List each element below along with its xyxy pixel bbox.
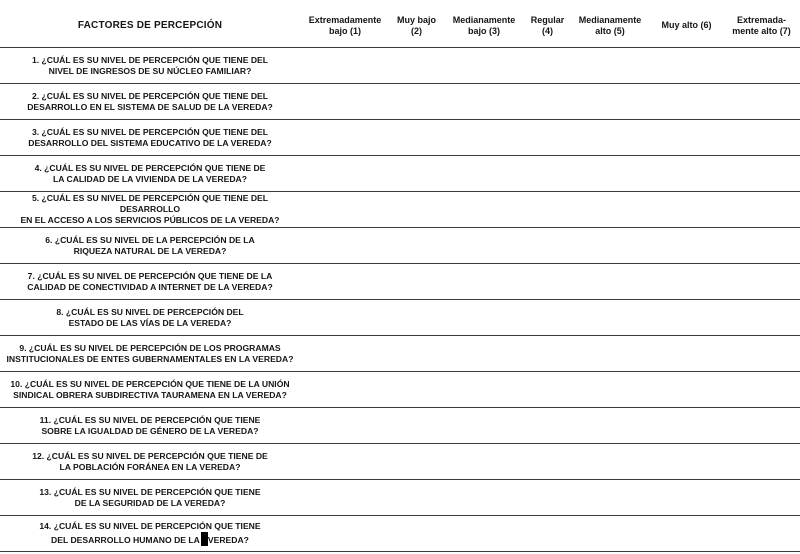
question-row-14	[0, 516, 800, 552]
answer-cell[interactable]	[525, 84, 570, 119]
question-row-3	[0, 120, 800, 156]
answer-cell[interactable]	[570, 192, 650, 227]
answer-cell[interactable]	[723, 48, 800, 83]
answer-cell[interactable]	[570, 228, 650, 263]
question-text: 4. ¿CUÁL ES SU NIVEL DE PERCEPCIÓN QUE TIENE DE LA CALIDAD DE LA VIVIENDA DE LA VEREDA?	[34, 162, 266, 184]
question-row-10	[0, 372, 800, 408]
answer-cell[interactable]	[723, 84, 800, 119]
answer-cell[interactable]	[650, 444, 723, 479]
question-row-5	[0, 192, 800, 228]
answer-cell[interactable]	[443, 192, 525, 227]
answer-cell[interactable]	[443, 480, 525, 515]
answer-cell[interactable]	[300, 300, 390, 335]
question-text: 7. ¿CUÁL ES SU NIVEL DE PERCEPCIÓN QUE TIENE DE LA CALIDAD DE CONECTIVIDAD A INTERNET DE LA VEREDA?	[27, 270, 273, 292]
question-text: 2. ¿CUÁL ES SU NIVEL DE PERCEPCIÓN QUE TIENE DEL DESARROLLO EN EL SISTEMA DE SALUD DE LA VEREDA?	[27, 90, 273, 112]
answer-cell[interactable]	[570, 336, 650, 371]
question-text: 12. ¿CUÁL ES SU NIVEL DE PERCEPCIÓN QUE TIENE DE LA POBLACIÓN FORÁNEA EN LA VEREDA?	[32, 450, 268, 472]
answer-cell[interactable]	[390, 300, 443, 335]
answer-cell[interactable]	[570, 156, 650, 191]
answer-cell[interactable]	[300, 336, 390, 371]
answer-cell[interactable]	[390, 264, 443, 299]
answer-cell[interactable]	[300, 228, 390, 263]
answer-cell[interactable]	[300, 264, 390, 299]
answer-cell[interactable]	[300, 372, 390, 407]
answer-cell[interactable]	[390, 84, 443, 119]
question-row-9	[0, 336, 800, 372]
answer-cell[interactable]	[525, 120, 570, 155]
answer-cell[interactable]	[300, 192, 390, 227]
question-text: 9. ¿CUÁL ES SU NIVEL DE PERCEPCIÓN DE LOS PROGRAMAS INSTITUCIONALES DE ENTES GUBERNAMENTALES EN LA VEREDA?	[6, 342, 294, 364]
question-row-11	[0, 408, 800, 444]
question-text: 14. ¿CUÁL ES SU NIVEL DE PERCEPCIÓN QUE TIENE DEL DESARROLLO HUMANO DE LA VEREDA?	[39, 521, 261, 545]
answer-cell[interactable]	[300, 84, 390, 119]
answer-cell[interactable]	[723, 156, 800, 191]
answer-cell[interactable]	[570, 84, 650, 119]
answer-cell[interactable]	[570, 372, 650, 407]
answer-cell[interactable]	[443, 300, 525, 335]
answer-cell[interactable]	[570, 408, 650, 443]
question-text: 6. ¿CUÁL ES SU NIVEL DE LA PERCEPCIÓN DE LA RIQUEZA NATURAL DE LA VEREDA?	[45, 234, 255, 256]
answer-cell[interactable]	[390, 516, 443, 551]
answer-cell[interactable]	[390, 120, 443, 155]
question-text: 5. ¿CUÁL ES SU NIVEL DE PERCEPCIÓN QUE TIENE DEL DESARROLLO EN EL ACCESO A LOS SERVICIOS PÚBLICOS DE LA VEREDA?	[20, 193, 280, 225]
answer-cell[interactable]	[650, 264, 723, 299]
answer-cell[interactable]	[443, 408, 525, 443]
question-row-6	[0, 228, 800, 264]
answer-cell[interactable]	[723, 264, 800, 299]
question-text: 11. ¿CUÁL ES SU NIVEL DE PERCEPCIÓN QUE TIENE SOBRE LA IGUALDAD DE GÉNERO DE LA VEREDA?	[39, 414, 261, 436]
answer-cell[interactable]	[443, 336, 525, 371]
answer-cell[interactable]	[570, 480, 650, 515]
answer-cell[interactable]	[390, 156, 443, 191]
answer-cell[interactable]	[650, 48, 723, 83]
answer-cell[interactable]	[390, 408, 443, 443]
answer-cell[interactable]	[570, 444, 650, 479]
answer-cell[interactable]	[650, 300, 723, 335]
column-header-muy-bajo: Muy bajo (2)	[396, 14, 436, 36]
answer-cell[interactable]	[723, 408, 800, 443]
answer-cell[interactable]	[525, 336, 570, 371]
column-header-extremadamente-bajo: Extremadamente bajo (1)	[308, 14, 382, 36]
answer-cell[interactable]	[650, 372, 723, 407]
answer-cell[interactable]	[300, 120, 390, 155]
answer-cell[interactable]	[650, 228, 723, 263]
answer-cell[interactable]	[525, 228, 570, 263]
answer-cell[interactable]	[650, 192, 723, 227]
answer-cell[interactable]	[650, 516, 723, 551]
answer-cell[interactable]	[443, 156, 525, 191]
answer-cell[interactable]	[300, 480, 390, 515]
answer-cell[interactable]	[390, 444, 443, 479]
answer-cell[interactable]	[443, 372, 525, 407]
answer-cell[interactable]	[570, 264, 650, 299]
question-row-1	[0, 48, 800, 84]
answer-cell[interactable]	[650, 336, 723, 371]
answer-cell[interactable]	[570, 120, 650, 155]
column-header-extremadamente-alto: Extremada- mente alto (7)	[732, 14, 791, 36]
answer-cell[interactable]	[390, 336, 443, 371]
answer-cell[interactable]	[300, 408, 390, 443]
answer-cell[interactable]	[443, 516, 525, 551]
answer-cell[interactable]	[570, 516, 650, 551]
answer-cell[interactable]	[525, 48, 570, 83]
column-header-muy-alto: Muy alto (6)	[661, 20, 712, 30]
table-header	[0, 4, 800, 48]
answer-cell[interactable]	[650, 408, 723, 443]
answer-cell[interactable]	[525, 372, 570, 407]
answer-cell[interactable]	[723, 120, 800, 155]
column-header-medianamente-alto: Medianamente alto (5)	[578, 14, 642, 36]
answer-cell[interactable]	[650, 120, 723, 155]
answer-cell[interactable]	[443, 120, 525, 155]
question-text: 13. ¿CUÁL ES SU NIVEL DE PERCEPCIÓN QUE TIENE DE LA SEGURIDAD DE LA VEREDA?	[39, 486, 261, 508]
answer-cell[interactable]	[570, 300, 650, 335]
answer-cell[interactable]	[723, 372, 800, 407]
question-row-2	[0, 84, 800, 120]
answer-cell[interactable]	[443, 48, 525, 83]
answer-cell[interactable]	[390, 228, 443, 263]
question-text: 8. ¿CUÁL ES SU NIVEL DE PERCEPCIÓN DEL ESTADO DE LAS VÍAS DE LA VEREDA?	[56, 306, 244, 328]
question-row-8	[0, 300, 800, 336]
answer-cell[interactable]	[525, 300, 570, 335]
answer-cell[interactable]	[443, 84, 525, 119]
column-header-regular: Regular (4)	[530, 14, 565, 36]
answer-cell[interactable]	[300, 516, 390, 551]
answer-cell[interactable]	[443, 264, 525, 299]
answer-cell[interactable]	[390, 192, 443, 227]
answer-cell[interactable]	[723, 192, 800, 227]
answer-cell[interactable]	[443, 228, 525, 263]
answer-cell[interactable]	[723, 480, 800, 515]
answer-cell[interactable]	[570, 48, 650, 83]
column-header-factores-de-percepcion: FACTORES DE PERCEPCIÓN	[77, 20, 223, 31]
answer-cell[interactable]	[300, 48, 390, 83]
answer-cell[interactable]	[390, 372, 443, 407]
answer-cell[interactable]	[300, 444, 390, 479]
answer-cell[interactable]	[723, 228, 800, 263]
answer-cell[interactable]	[650, 156, 723, 191]
answer-cell[interactable]	[525, 156, 570, 191]
answer-cell[interactable]	[723, 516, 800, 551]
question-row-13	[0, 480, 800, 516]
answer-cell[interactable]	[525, 264, 570, 299]
answer-cell[interactable]	[525, 480, 570, 515]
answer-cell[interactable]	[525, 444, 570, 479]
question-row-4	[0, 156, 800, 192]
answer-cell[interactable]	[723, 444, 800, 479]
question-text: 10. ¿CUÁL ES SU NIVEL DE PERCEPCIÓN QUE TIENE DE LA UNIÓN SINDICAL OBRERA SUBDIRECTIVA TAURAMENA EN LA VEREDA?	[10, 378, 290, 400]
answer-cell[interactable]	[525, 516, 570, 551]
text-cursor	[201, 532, 208, 546]
answer-cell[interactable]	[723, 336, 800, 371]
column-header-medianamente-bajo: Medianamente bajo (3)	[452, 14, 516, 36]
question-text: 1. ¿CUÁL ES SU NIVEL DE PERCEPCIÓN QUE TIENE DEL NIVEL DE INGRESOS DE SU NÚCLEO FAMILIAR?	[31, 54, 269, 76]
answer-cell[interactable]	[525, 408, 570, 443]
answer-cell[interactable]	[525, 192, 570, 227]
answer-cell[interactable]	[650, 480, 723, 515]
answer-cell[interactable]	[650, 84, 723, 119]
answer-cell[interactable]	[300, 156, 390, 191]
question-row-12	[0, 444, 800, 480]
answer-cell[interactable]	[443, 444, 525, 479]
question-row-7	[0, 264, 800, 300]
answer-cell[interactable]	[723, 300, 800, 335]
answer-cell[interactable]	[390, 480, 443, 515]
answer-cell[interactable]	[390, 48, 443, 83]
question-text: 3. ¿CUÁL ES SU NIVEL DE PERCEPCIÓN QUE TIENE DEL DESARROLLO DEL SISTEMA EDUCATIVO DE LA VEREDA?	[28, 126, 272, 148]
